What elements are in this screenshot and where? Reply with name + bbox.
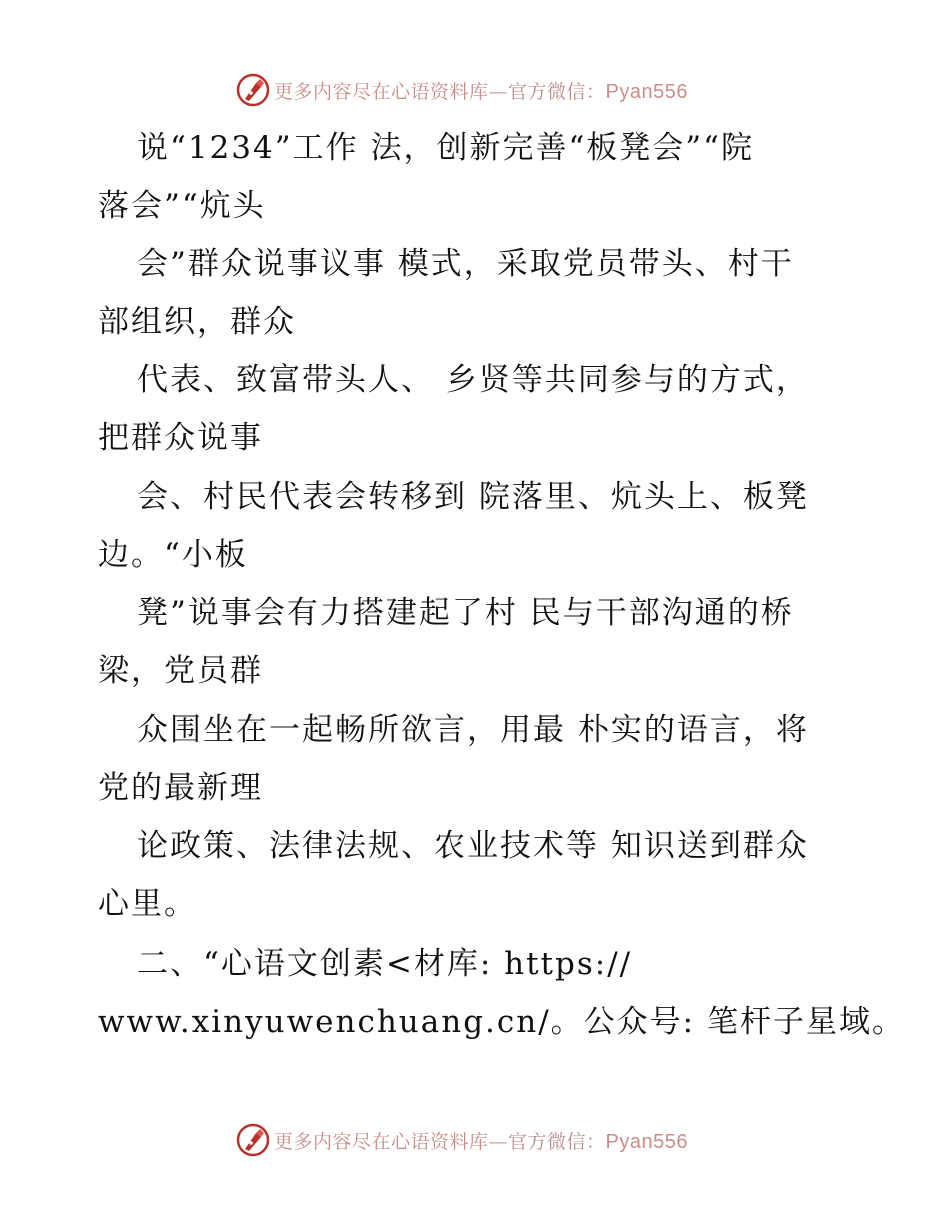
text-line: 部组织，群众: [98, 304, 296, 340]
text-line: 心里。: [98, 886, 197, 922]
watermark-wechat-id: Pyan556: [605, 80, 688, 103]
text-line: 党的最新理: [98, 770, 263, 806]
text-line: 落会”“炕头: [98, 188, 266, 224]
watermark-wechat-label: 官方微信：: [508, 80, 606, 103]
text-line: 会”群众说事议事 模式，采取党员带头、村干: [137, 246, 794, 282]
watermark-site: 更多内容尽在心语资料库: [274, 80, 489, 103]
text-line: 众围坐在一起畅所欲言，用最 朴实的语言，将: [137, 712, 809, 748]
pen-nib-logo-icon: [236, 1123, 270, 1157]
text-line: 代表、致富带头人、 乡贤等共同参与的方式，: [137, 362, 809, 398]
text-line: 把群众说事: [98, 420, 263, 456]
text-line: www.xinyuwenchuang.cn/。公众号: 笔杆子星域。: [98, 1004, 905, 1040]
watermark-separator: —: [488, 1130, 509, 1153]
text-line: 论政策、法律法规、农业技术等 知识送到群众: [137, 828, 809, 864]
text-line: 梁，党员群: [98, 653, 263, 689]
text-line: 二、“心语文创素<材库: https://: [137, 946, 633, 982]
text-line: 边。“小板: [98, 537, 248, 573]
text-line: 会、村民代表会转移到 院落里、炕头上、板凳: [137, 479, 809, 515]
watermark-wechat-id: Pyan556: [605, 1130, 688, 1153]
text-line: 说“1234”工作 法，创新完善“板凳会”“院: [137, 130, 754, 166]
watermark-text: [274, 1127, 688, 1154]
watermark-separator: —: [488, 80, 509, 103]
watermark-banner-bottom: [236, 1122, 688, 1158]
text-line: 凳”说事会有力搭建起了村 民与干部沟通的桥: [137, 595, 794, 631]
watermark-site: 更多内容尽在心语资料库: [274, 1130, 489, 1153]
watermark-wechat-label: 官方微信：: [508, 1130, 606, 1153]
